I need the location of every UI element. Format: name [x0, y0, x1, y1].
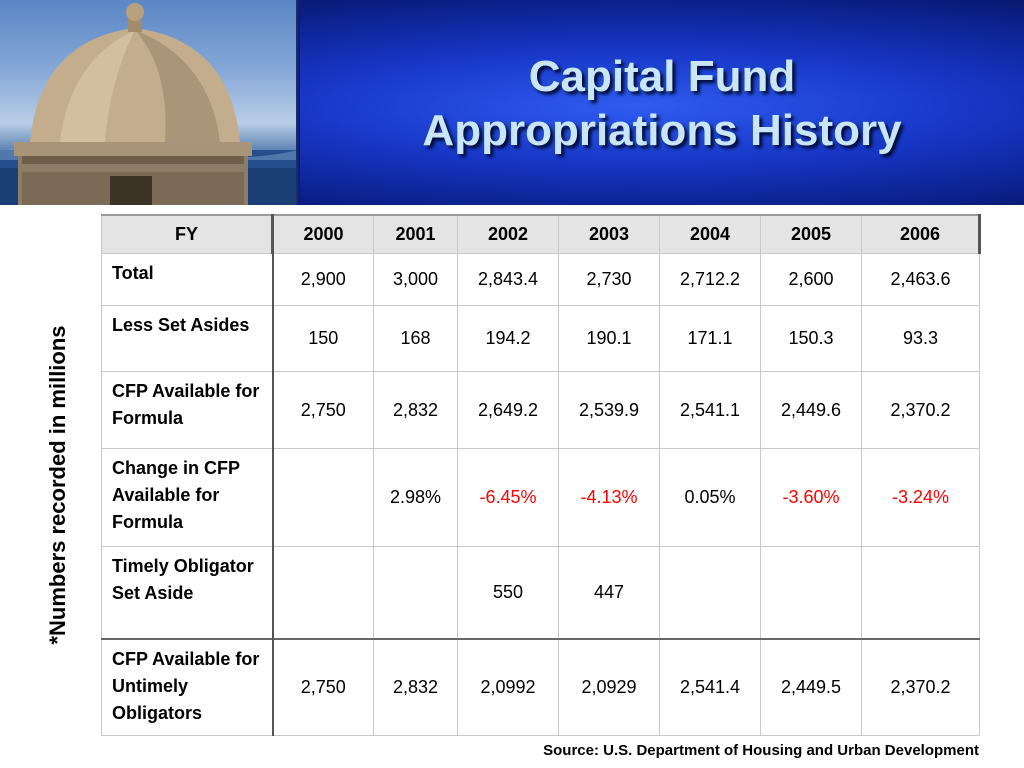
table-cell: 2,449.5 — [761, 639, 862, 736]
table-cell-negative: -4.13% — [559, 449, 660, 547]
appropriations-table — [101, 214, 981, 736]
table-cell: 2,649.2 — [458, 372, 559, 449]
row-label: Timely Obligator Set Aside — [102, 547, 273, 639]
row-label: Less Set Asides — [102, 306, 273, 372]
source-citation: Source: U.S. Department of Housing and Urban Development — [543, 742, 979, 759]
table-cell-negative: -6.45% — [458, 449, 559, 547]
table-cell — [273, 449, 374, 547]
table-cell: 150.3 — [761, 306, 862, 372]
header-year: 2005 — [761, 215, 862, 254]
table-cell — [374, 547, 458, 639]
table-cell — [660, 547, 761, 639]
table-cell-negative: -3.24% — [862, 449, 980, 547]
row-label: Total — [102, 254, 273, 306]
header-year: 2006 — [862, 215, 980, 254]
header-year: 2004 — [660, 215, 761, 254]
header-fy: FY — [102, 215, 273, 254]
table-cell: 447 — [559, 547, 660, 639]
table-cell-negative: -3.60% — [761, 449, 862, 547]
sentry-box-photo — [0, 0, 298, 205]
table-cell: 2,370.2 — [862, 372, 980, 449]
table-cell: 2,832 — [374, 639, 458, 736]
title-banner — [0, 0, 1024, 205]
table-cell: 2,539.9 — [559, 372, 660, 449]
sentry-box-illustration — [0, 0, 298, 205]
table-row-cfp-available — [102, 372, 980, 449]
table-cell: 2.98% — [374, 449, 458, 547]
page-title-line-2: Appropriations History — [422, 106, 902, 155]
header-year: 2002 — [458, 215, 559, 254]
table-cell: 168 — [374, 306, 458, 372]
table-cell: 2,449.6 — [761, 372, 862, 449]
table-cell: 2,370.2 — [862, 639, 980, 736]
table-cell: 2,730 — [559, 254, 660, 306]
table-cell: 2,463.6 — [862, 254, 980, 306]
table-cell: 2,541.4 — [660, 639, 761, 736]
table-row-untimely-obligators — [102, 639, 980, 736]
table-cell: 3,000 — [374, 254, 458, 306]
table-cell: 2,0929 — [559, 639, 660, 736]
units-note-text: *Numbers recorded in millions — [45, 325, 70, 645]
table-cell: 2,600 — [761, 254, 862, 306]
table-row-total — [102, 254, 980, 306]
table-cell: 150 — [273, 306, 374, 372]
table-row-timely-obligator — [102, 547, 980, 639]
row-label: CFP Available for Formula — [102, 372, 273, 449]
table-cell: 2,712.2 — [660, 254, 761, 306]
table-cell: 194.2 — [458, 306, 559, 372]
table-cell — [862, 547, 980, 639]
table-cell: 2,900 — [273, 254, 374, 306]
header-year: 2001 — [374, 215, 458, 254]
table-cell: 93.3 — [862, 306, 980, 372]
table-cell: 171.1 — [660, 306, 761, 372]
table-header-row — [102, 215, 980, 254]
page-title — [300, 50, 1024, 158]
header-year: 2003 — [559, 215, 660, 254]
table-cell: 2,750 — [273, 639, 374, 736]
header-year: 2000 — [273, 215, 374, 254]
table-cell: 2,843.4 — [458, 254, 559, 306]
table-cell: 2,832 — [374, 372, 458, 449]
table-row-less-set-asides — [102, 306, 980, 372]
row-label: Change in CFP Available for Formula — [102, 449, 273, 547]
row-label: CFP Available for Untimely Obligators — [102, 639, 273, 736]
table-cell: 190.1 — [559, 306, 660, 372]
table-cell — [273, 547, 374, 639]
page-title-line-1: Capital Fund — [528, 52, 796, 101]
table-cell: 550 — [458, 547, 559, 639]
table-cell — [761, 547, 862, 639]
table-cell: 0.05% — [660, 449, 761, 547]
table-cell: 2,0992 — [458, 639, 559, 736]
table-cell: 2,750 — [273, 372, 374, 449]
table-row-change-in-cfp — [102, 449, 980, 547]
table-cell: 2,541.1 — [660, 372, 761, 449]
